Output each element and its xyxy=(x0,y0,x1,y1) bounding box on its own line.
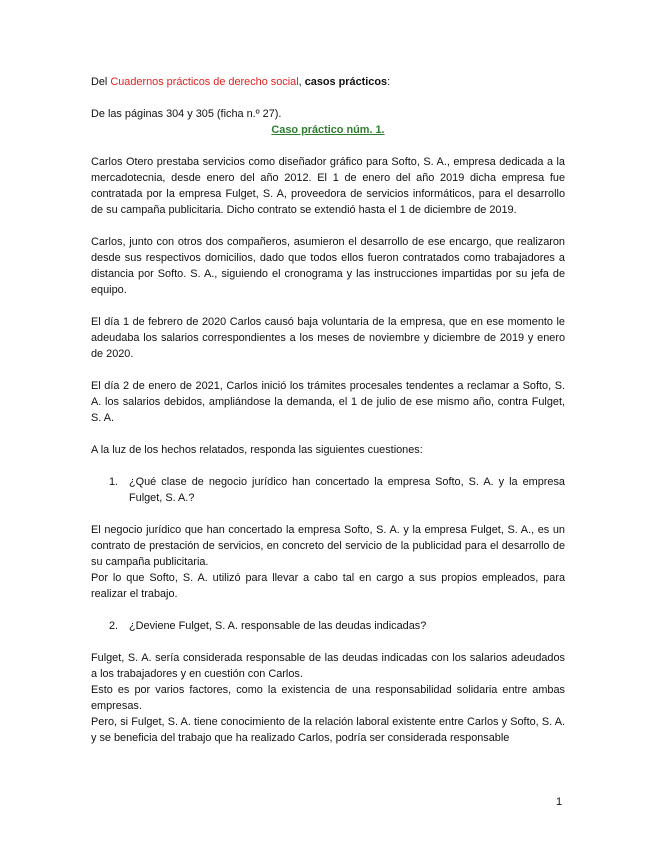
book-title: Cuadernos prácticos de derecho social xyxy=(110,76,299,88)
answer-2-line-1: Fulget, S. A. sería considerada responsable de las deudas indicadas con los salarios adeudados a los trabajadores y en cuestión con Carlos. xyxy=(91,652,565,680)
question-2 xyxy=(109,618,565,634)
pages-reference: De las páginas 304 y 305 (ficha n.º 27). xyxy=(91,108,282,120)
intro-suffix: casos prácticos xyxy=(304,76,388,88)
paragraph-facts-3: El día 1 de febrero de 2020 Carlos causó baja voluntaria de la empresa, que en ese momento le adeudaba los salarios correspondientes a los meses de noviembre y diciembre de 2019 y enero de 2020. xyxy=(91,316,565,360)
paragraph-facts-4: El día 2 de enero de 2021, Carlos inició los trámites procesales tendentes a reclamar a Softo, S. A. los salarios debidos, ampliándose la demanda, el 1 de julio de ese mismo año, contra Fulget, S. A. xyxy=(91,380,565,424)
answer-1-line-2: Por lo que Softo, S. A. utilizó para llevar a cabo tal en cargo a sus propios empleados, para realizar el trabajo. xyxy=(91,572,565,600)
question-2-text: ¿Deviene Fulget, S. A. responsable de las deudas indicadas? xyxy=(129,620,427,632)
question-1-text: ¿Qué clase de negocio jurídico han concertado la empresa Softo, S. A. y la empresa Fulget, S. A.? xyxy=(129,476,565,504)
answer-2-line-2: Esto es por varios factores, como la existencia de una responsabilidad solidaria entre ambas empresas. xyxy=(91,684,565,712)
intro-comma: , xyxy=(298,76,305,88)
intro-colon: : xyxy=(387,76,391,88)
intro-prefix: Del xyxy=(91,76,111,88)
page-number: 1 xyxy=(556,796,563,808)
answer-2-line-3: Pero, si Fulget, S. A. tiene conocimiento de la relación laboral existente entre Carlos y Softo, S. A. y se beneficia del trabajo que ha realizado Carlos, podría ser considerada responsable xyxy=(91,716,565,744)
question-2-number: 2. xyxy=(109,620,119,632)
answer-1-line-1: El negocio jurídico que han concertado la empresa Softo, S. A. y la empresa Fulget, S. A., es un contrato de prestación de servicios, en concreto del servicio de la publicidad para el desarrollo de su campaña publicitaria. xyxy=(91,524,565,568)
question-1-number: 1. xyxy=(109,476,119,488)
paragraph-facts-2: Carlos, junto con otros dos compañeros, asumieron el desarrollo de ese encargo, que realizaron desde sus respectivos domicilios, dado que todos ellos fueron contratados como trabajadores a distancia por Softo. S. A., siguiendo el cronograma y las instrucciones impartidas por su jefa de equipo. xyxy=(91,236,565,296)
paragraph-facts-1: Carlos Otero prestaba servicios como diseñador gráfico para Softo, S. A., empresa dedicada a la mercadotecnia, desde enero del año 2012. El 1 de enero del año 2019 dicha empresa fue contratada por la empresa Fulget, S. A, proveedora de servicios informáticos, para el desarrollo de su campaña publicitaria. Dicho contrato se extendió hasta el 1 de diciembre de 2019. xyxy=(91,156,565,216)
question-1 xyxy=(109,474,565,506)
intro-line xyxy=(91,74,565,90)
paragraph-instruction: A la luz de los hechos relatados, responda las siguientes cuestiones: xyxy=(91,444,423,456)
case-title: Caso práctico núm. 1. xyxy=(271,124,385,136)
document-page xyxy=(91,74,565,746)
